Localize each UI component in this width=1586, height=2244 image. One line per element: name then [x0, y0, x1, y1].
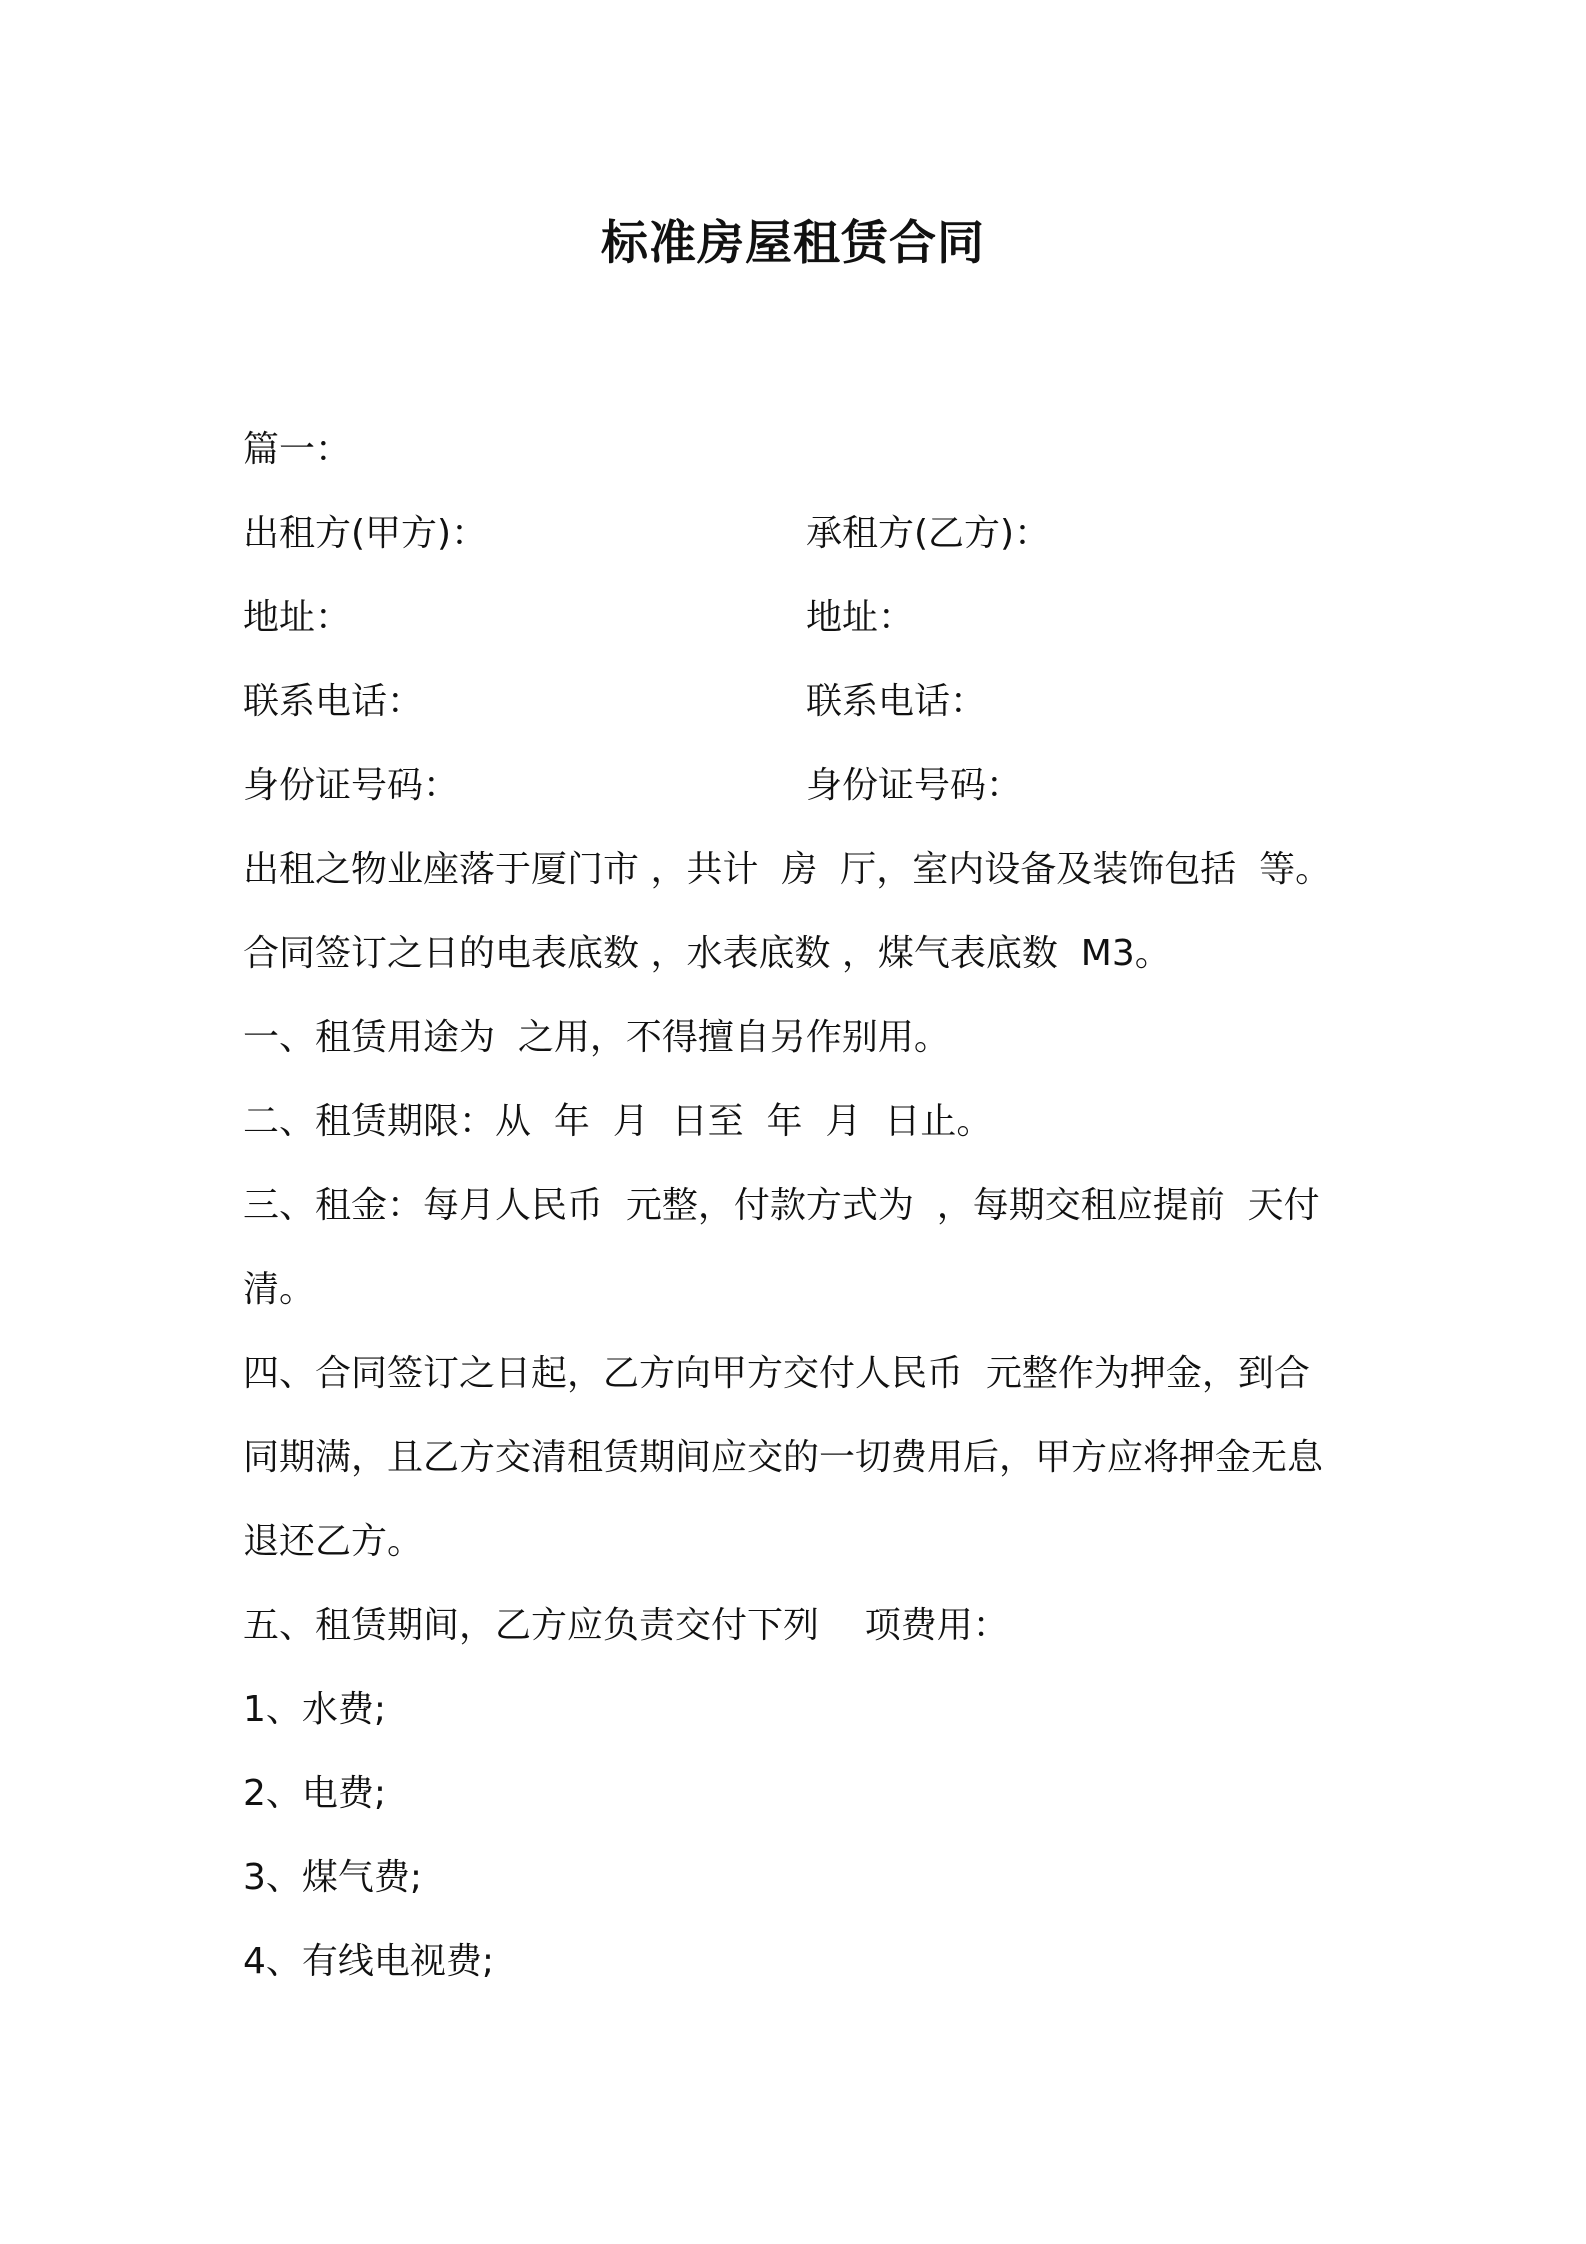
clause-2-term: 二、租赁期限：从 年 月 日至 年 月 日止。	[243, 1101, 993, 1142]
clause-4-deposit-line-2: 同期满，且乙方交清租赁期间应交的一切费用后，甲方应将押金无息	[243, 1437, 1324, 1478]
lessor-id-label: 身份证号码：	[243, 765, 460, 806]
clause-1-purpose: 一、租赁用途为 之用，不得擅自另作别用。	[243, 1017, 950, 1058]
lessor-label: 出租方(甲方)：	[243, 513, 488, 554]
lessee-phone-label: 联系电话：	[806, 681, 987, 722]
property-location-line: 出租之物业座落于厦门市 ，共计 房 厅，室内设备及装饰包括 等。	[243, 849, 1332, 890]
party-row-lessor-lessee	[243, 492, 1353, 576]
document-title: 标准房屋租赁合同	[601, 216, 985, 271]
lessee-label: 承租方(乙方)：	[806, 513, 1051, 554]
lessee-address-label: 地址：	[806, 597, 915, 638]
fee-item-gas: 3、煤气费;	[243, 1857, 423, 1898]
section-label: 篇一：	[243, 429, 352, 470]
clause-3-rent-line-1: 三、租金：每月人民币 元整，付款方式为 ，每期交租应提前 天付	[243, 1185, 1320, 1226]
lessor-phone-label: 联系电话：	[243, 681, 424, 722]
party-row-id-number	[243, 744, 1353, 828]
clause-4-deposit-line-1: 四、合同签订之日起，乙方向甲方交付人民币 元整作为押金，到合	[243, 1353, 1310, 1394]
party-row-phone	[243, 660, 1353, 744]
document-body	[243, 408, 1353, 2004]
meter-readings-line: 合同签订之日的电表底数 ，水表底数 ，煤气表底数 M3。	[243, 933, 1171, 974]
fee-item-cable-tv: 4、有线电视费;	[243, 1941, 495, 1982]
fee-item-water: 1、水费;	[243, 1689, 387, 1730]
lessee-id-label: 身份证号码：	[806, 765, 1023, 806]
clause-3-rent-line-2: 清。	[243, 1269, 316, 1310]
clause-4-deposit-line-3: 退还乙方。	[243, 1521, 424, 1562]
fee-item-electricity: 2、电费;	[243, 1773, 387, 1814]
lessor-address-label: 地址：	[243, 597, 352, 638]
party-row-address	[243, 576, 1353, 660]
clause-5-fees: 五、租赁期间，乙方应负责交付下列 项费用：	[243, 1605, 1009, 1646]
